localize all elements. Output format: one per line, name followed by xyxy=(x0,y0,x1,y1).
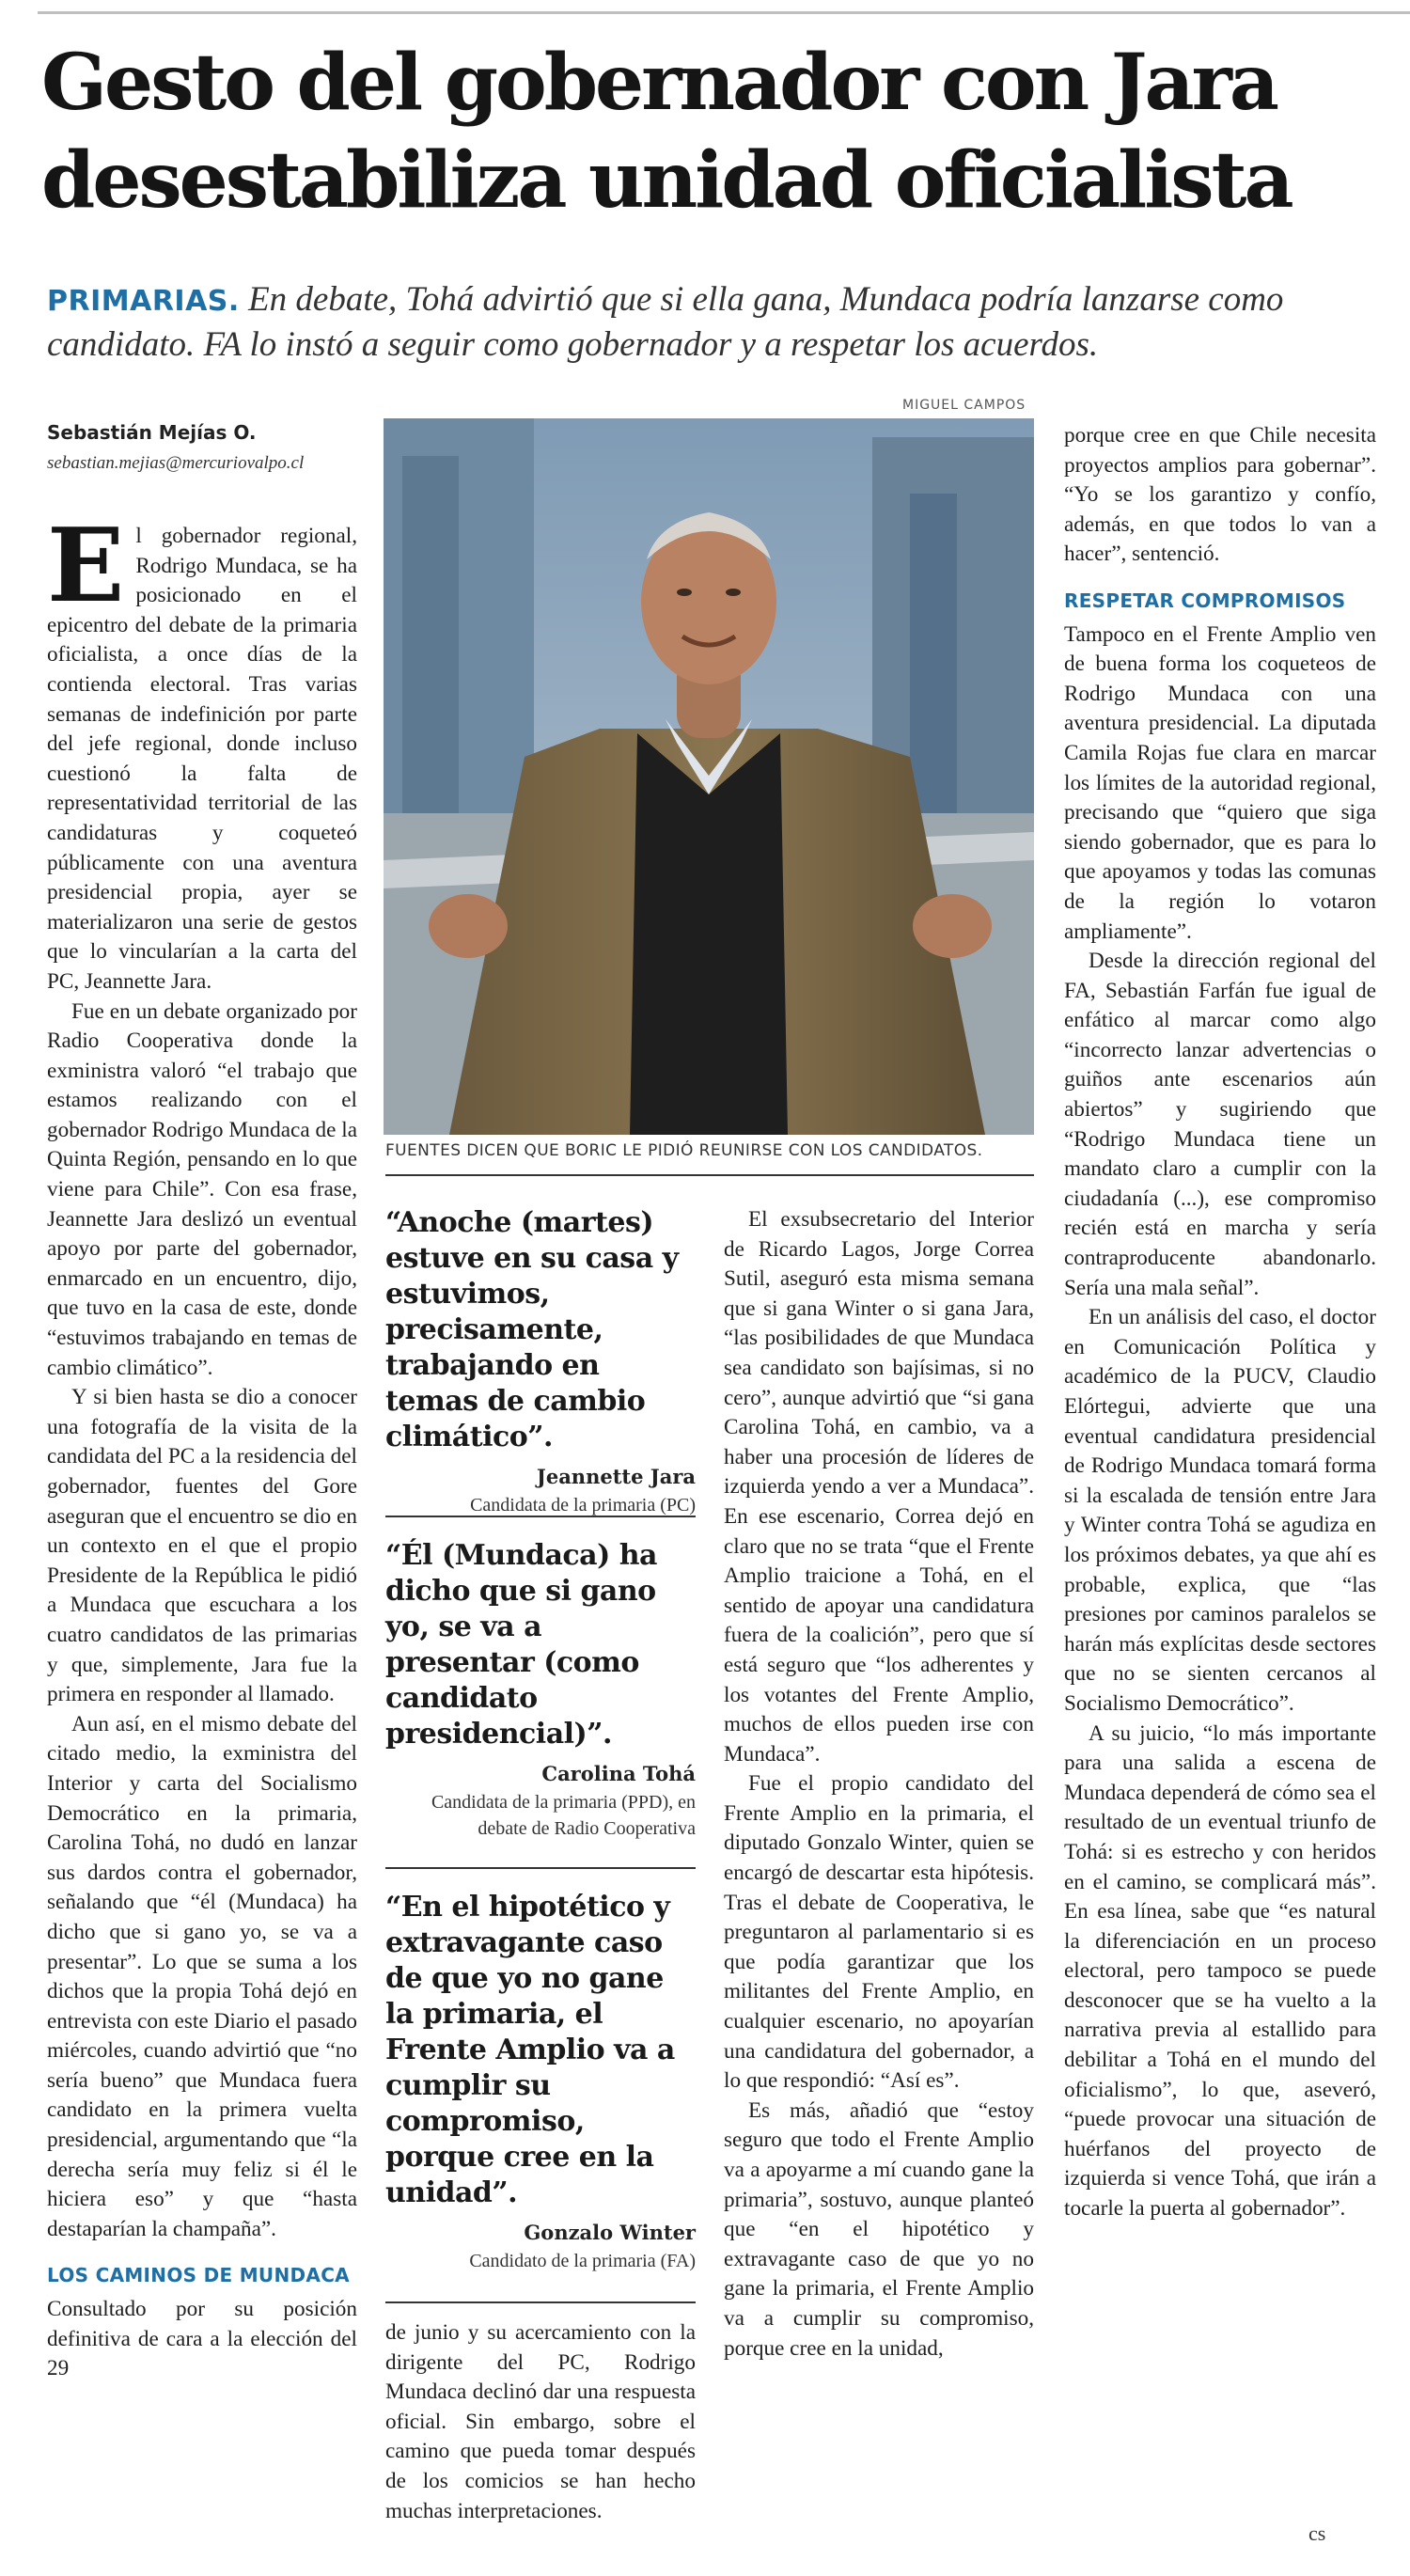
caption-rule xyxy=(385,1174,1034,1176)
paragraph: Consultado por su posición definitiva de cara a la elección del 29 xyxy=(47,2297,357,2381)
column-2-continuation xyxy=(385,2318,696,2526)
paragraph: Tampoco en el Frente Amplio ven de buena forma los coqueteos de Rodrigo Mundaca con una aventura presidencial. La diputada Camila Rojas fue clara en marcar los límites de la autoridad regional, precisando que “quiero que siga siendo gobernador, que es para lo que apoyamos y todas las comunas de la región lo votaron ampliamente”. xyxy=(1064,621,1376,944)
paragraph: Fue el propio candidato del Frente Amplio en la primaria, el diputado Gonzalo Winter, quien se encargó de descartar esta hipótesis. Tras el debate de Cooperativa, le preguntaron al parlamentario si es que podía garantizar que los militantes del Frente Amplio, en cualquier escenario, no apoyarían una candidatura del gobernador, a lo que respondió: “Así es”. xyxy=(724,1771,1034,2094)
end-mark: cs xyxy=(1308,2521,1326,2545)
deck-kicker: PRIMARIAS. xyxy=(47,285,240,318)
photo-illustration xyxy=(384,418,1034,1135)
paragraph: porque cree en que Chile necesita proyectos amplios para gobernar”. “Yo se los garantizo y confío, además, en que todos lo van a hacer”, sentenció. xyxy=(1064,423,1376,567)
quote-author: Gonzalo Winter xyxy=(524,2221,696,2244)
quote-role: Candidata de la primaria (PPD), en debate de Radio Cooperativa xyxy=(431,1792,696,1839)
section-heading: RESPETAR COMPROMISOS xyxy=(1064,589,1346,612)
paragraph-text: l gobernador regional, Rodrigo Mundaca, se ha posicionado en el epicentro del debate de la primaria oficialista, a once días de la contienda electoral. Tras varias semanas de indefinición por parte del jefe regional, donde incluso cuestionó la falta de representatividad territorial de las candidaturas y coqueteó públicamente con una aventura presidencial propia, ayer se materializaron una serie de gestos que lo vincularían a la carta del PC, Jeannette Jara. xyxy=(47,524,357,994)
quote-rule xyxy=(385,1867,696,1869)
paragraph: Fue en un debate organizado por Radio Cooperativa donde la exministra valoró “el trabajo que estamos realizando con el gobernador Rodrigo Mundaca de la Quinta Región, pensando en lo que viene para Chile”. Con esa frase, Jeannette Jara deslizó un eventual apoyo por parte del gobernador, enmarcado en un encuentro, dijo, que tuvo en la casa de este, donde “estuvimos trabajando en temas de cambio climático”. xyxy=(47,998,357,1380)
quote-text: “En el hipotético y extravagante caso de que yo no gane la primaria, el Frente Amplio va a cumplir su compromiso, porque cree en la unidad”. xyxy=(385,1891,675,2209)
quote-role: Candidata de la primaria (PC) xyxy=(470,1495,696,1516)
quote-role: Candidato de la primaria (FA) xyxy=(469,2251,696,2271)
paragraph: Aun así, en el mismo debate del citado medio, la exministra del Interior y carta del Socialismo Democrático en la primaria, Carolina Tohá, no dudó en lanzar sus dardos contra el gobernador, señalando que “él (Mundaca) ha dicho que si gano yo, se va a presentar”. Lo que se suma a los dichos que la propia Tohá dejó en entrevista con este Diario el pasado miércoles, cuando advirtió que “no sería bueno” que Mundaca fuera candidato en la primera vuelta presidencial, argumentando que “la derecha sería muy feliz si él le hiciera eso” y que “hasta destaparían la champaña”. xyxy=(47,1711,357,2241)
paragraph: En un análisis del caso, el doctor en Comunicación Política y académico de la PUCV, Claudio Elórtegui, advierte que una eventual candidatura presidencial de Rodrigo Mundaca tomará forma si la escalada de tensión entre Jara y Winter contra Tohá se agudiza en los próximos debates, ya que ahí es probable, explica, que “las presiones por caminos paralelos se harán más explícitas desde sectores que no se sienten cercanos al Socialismo Democrático”. xyxy=(1064,1305,1376,1716)
quote-author: Carolina Tohá xyxy=(541,1762,696,1785)
pull-quote xyxy=(385,1538,696,1842)
headline-line-1: Gesto del gobernador con Jara xyxy=(41,38,1277,128)
paragraph: Es más, añadió que “estoy seguro que todo el Frente Amplio va a apoyarme a mí cuando gane la primaria”, sostuvo, aunque planteó que “en el hipotético y extravagante caso de que yo no gane la primaria, el Frente Amplio va a cumplir su compromiso, porque cree en la unidad, xyxy=(724,2097,1034,2361)
photo-credit: MIGUEL CAMPOS xyxy=(902,398,1026,413)
quote-text: “Él (Mundaca) ha dicho que si gano yo, se va a presentar (como candidato presidencial)”. xyxy=(385,1539,657,1751)
quote-rule xyxy=(385,2301,696,2303)
paragraph: El exsubsecretario del Interior de Ricardo Lagos, Jorge Correa Sutil, aseguró esta misma semana que si gana Winter o si gana Jara, “las posibilidades de que Mundaca sea candidato son bajísimas, si no cero”, aunque advirtió que “si gana Carolina Tohá, en cambio, va a haber una procesión de líderes de izquierda yendo a ver a Mundaca”. En ese escenario, Correa dejó en claro que no se trata “que el Frente Amplio traicione a Tohá, en el sentido de apoyar una candidatura fuera de la coalición”, pero que sí está seguro que “los adherentes y los votantes del Frente Amplio, muchos de ellos pueden irse con Mundaca”. xyxy=(724,1207,1034,1767)
top-rule xyxy=(38,11,1410,14)
deck-text: En debate, Tohá advirtió que si ella gana, Mundaca podría lanzarse como candidato. FA lo instó a seguir como gobernador y a respetar los acuerdos. xyxy=(47,280,1284,364)
paragraph: A su juicio, “lo más importante para una salida a escena de Mundaca dependerá de cómo sea el resultado de un eventual triunfo de Tohá: si es estrecho y con heridos en el camino, se complicará más”. En esa línea, sabe que “es natural la diferenciación en un proceso electoral, pero tampoco se puede desconocer que se ha vuelto a la narrativa previa al estallido para debilitar a Tohá en el mundo del oficialismo”, lo que, aseveró, “puede provocar una situación de huérfanos del proyecto de izquierda si vence Tohá, que irán a tocarle la puerta al gobernador”. xyxy=(1064,1720,1376,2222)
dropcap: E xyxy=(47,507,125,625)
column-4 xyxy=(1064,421,1376,2224)
headline-line-2: desestabiliza unidad oficialista xyxy=(41,135,1292,226)
quote-rule xyxy=(385,1516,696,1517)
paragraph: de junio y su acercamiento con la dirigente del PC, Rodrigo Mundaca declinó dar una respuesta oficial. Sin embargo, sobre el camino que pueda tomar después de los comicios se han hecho muchas interpretaciones. xyxy=(385,2320,696,2523)
headline xyxy=(41,34,1376,229)
paragraph xyxy=(47,507,357,997)
quote-text: “Anoche (martes) estuve en su casa y estuvimos, precisamente, trabajando en temas de cambio climático”. xyxy=(385,1206,679,1453)
quote-author: Jeannette Jara xyxy=(536,1465,696,1488)
section-heading: LOS CAMINOS DE MUNDACA xyxy=(47,2264,350,2287)
byline-name: Sebastián Mejías O. xyxy=(47,421,257,444)
paragraph: Desde la dirección regional del FA, Sebastián Farfán fue igual de enfático al marcar como algo “incorrecto lanzar advertencias o guiños ante escenarios aún abiertos” y sugiriendo que “Rodrigo Mundaca tiene un mandato claro a cumplir con la ciudadanía (...), ese compromiso recién está en marcha y sería contraproducente abandonarlo. Sería una mala señal”. xyxy=(1064,949,1376,1300)
pull-quote xyxy=(385,1890,696,2274)
column-1 xyxy=(47,507,357,2384)
byline-email: sebastian.mejias@mercuriovalpo.cl xyxy=(47,453,305,473)
photo-caption: FUENTES DICEN QUE BORIC LE PIDIÓ REUNIRSE CON LOS CANDIDATOS. xyxy=(385,1141,983,1160)
news-photo xyxy=(384,418,1034,1135)
deck xyxy=(47,278,1363,367)
column-3 xyxy=(724,1205,1034,2364)
pull-quote xyxy=(385,1205,696,1518)
paragraph: Y si bien hasta se dio a conocer una fotografía de la visita de la candidata del PC a la residencia del gobernador, fuentes del Gore aseguran que el encuentro se dio en un contexto en el que el propio Presidente de la República le pidió a Mundaca que escuchara a los cuatro candidatos de las primarias y que, simplemente, Jara fue la primera en responder al llamado. xyxy=(47,1385,357,1707)
